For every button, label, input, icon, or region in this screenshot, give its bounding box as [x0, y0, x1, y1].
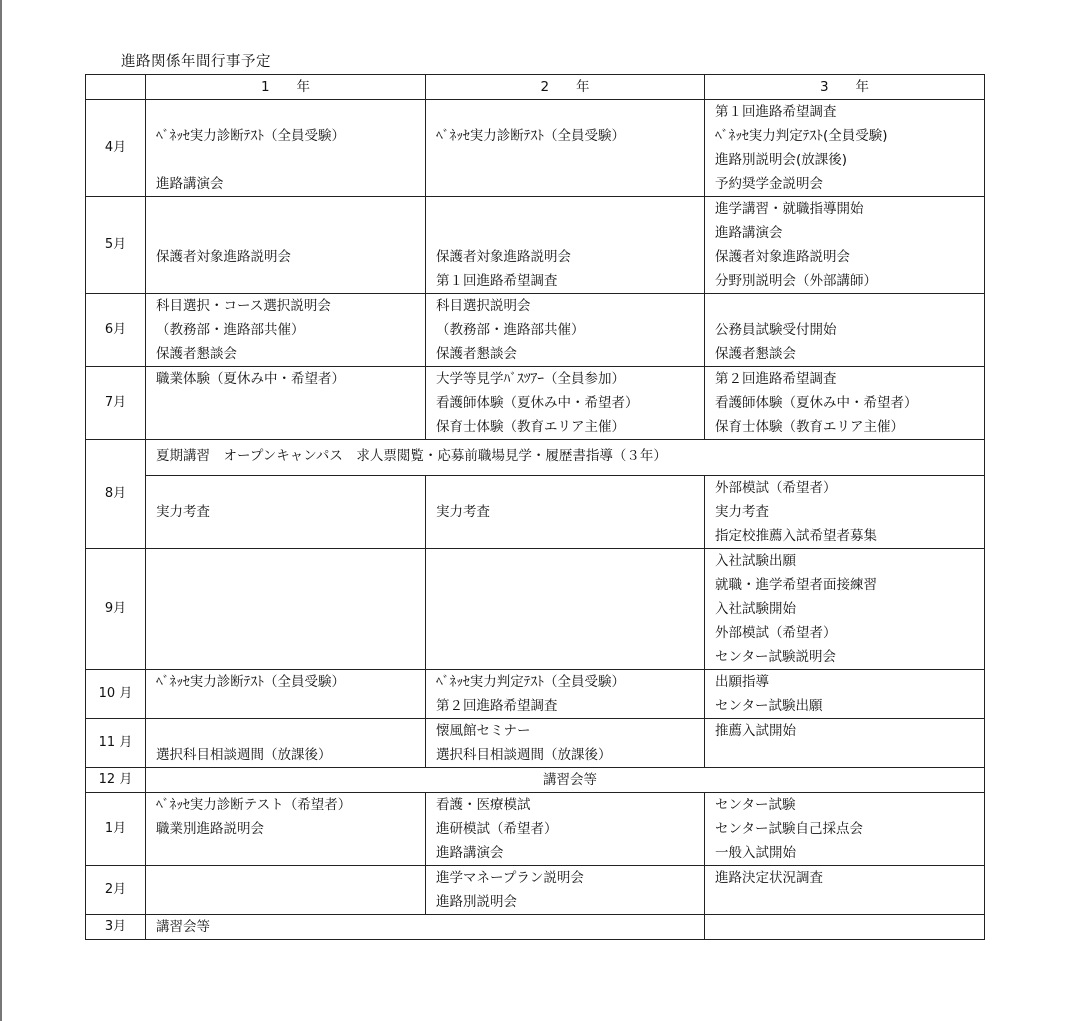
year3-cell [705, 197, 985, 294]
year3-cell [705, 719, 985, 768]
table-row [86, 100, 985, 197]
month-label: 8月 [86, 440, 146, 549]
month-label: 9月 [86, 549, 146, 670]
month-label: 2月 [86, 866, 146, 915]
month-label: 5月 [86, 197, 146, 294]
event-line: 進路別説明会 [436, 894, 517, 910]
event-line: 実力考査 [436, 504, 490, 520]
page-left-border [0, 0, 2, 1021]
event-line: 科目選択・コース選択説明会 [156, 298, 331, 314]
event-line: センター試験説明会 [715, 649, 836, 665]
event-line: 進路講演会 [156, 176, 224, 192]
event-line [436, 524, 704, 548]
table-row [86, 476, 985, 549]
table-row [86, 915, 985, 940]
summer-span-cell: 夏期講習 オープンキャンパス 求人票閲覧・応募前職場見学・履歴書指導（３年） [146, 440, 985, 476]
year2-cell [426, 719, 705, 768]
year3-cell [705, 294, 985, 367]
event-line [715, 890, 984, 914]
event-line [715, 743, 984, 767]
table-row [86, 440, 985, 476]
event-line: 保護者懇談会 [436, 346, 517, 362]
event-line: 指定校推薦入試希望者募集 [715, 528, 877, 544]
event-line: 進路講演会 [715, 225, 783, 241]
event-line [436, 221, 704, 245]
event-line: センター試験 [715, 797, 796, 813]
table-row [86, 719, 985, 768]
schedule-table [85, 74, 985, 940]
year3-cell [705, 100, 985, 197]
event-line [156, 391, 425, 415]
event-line: 選択科目相談週間（放課後） [436, 747, 612, 763]
header-year1: 1 年 [146, 75, 426, 100]
event-line [156, 148, 425, 172]
event-line [156, 719, 425, 743]
event-line: 看護・医療模試 [436, 797, 531, 813]
year3-cell [705, 915, 985, 940]
event-line [156, 476, 425, 500]
event-line: （教務部・進路部共催） [156, 322, 305, 338]
event-line: 分野別説明会（外部講師） [715, 273, 877, 289]
event-line [436, 100, 704, 124]
table-row [86, 793, 985, 866]
event-line: 保育士体験（教育エリア主催） [436, 419, 625, 435]
event-line: 進路決定状況調査 [715, 870, 823, 886]
table-row [86, 549, 985, 670]
event-line: 懐風館セミナー [436, 723, 531, 739]
event-line: ﾍﾞﾈｯｾ実力判定ﾃｽﾄ(全員受験) [715, 128, 888, 144]
month-label: 6月 [86, 294, 146, 367]
event-line: 出願指導 [715, 674, 769, 690]
event-line: 外部模試（希望者） [715, 625, 837, 641]
year1-cell [146, 367, 426, 440]
event-line: ﾍﾞﾈｯｾ実力判定ﾃｽﾄ（全員受験） [436, 674, 625, 690]
event-line: 職業別進路説明会 [156, 821, 264, 837]
header-year3: 3 年 [705, 75, 985, 100]
year2-cell [426, 294, 705, 367]
event-line: 保護者懇談会 [715, 346, 796, 362]
event-line: （教務部・進路部共催） [436, 322, 585, 338]
month-label: 1月 [86, 793, 146, 866]
event-line [156, 197, 425, 221]
event-line: 第２回進路希望調査 [715, 371, 837, 387]
month-label: 10 月 [86, 670, 146, 719]
year2-cell [426, 866, 705, 915]
event-line: 進学マネープラン説明会 [436, 870, 584, 886]
event-line [436, 197, 704, 221]
header-month [86, 75, 146, 100]
event-line: 第１回進路希望調査 [436, 273, 558, 289]
event-line [436, 148, 704, 172]
event-line: 推薦入試開始 [715, 723, 796, 739]
event-line: 進研模試（希望者） [436, 821, 558, 837]
event-line: センター試験自己採点会 [715, 821, 863, 837]
month-label: 4月 [86, 100, 146, 197]
year3-cell [705, 476, 985, 549]
table-row [86, 294, 985, 367]
event-line: ﾍﾞﾈｯｾ実力診断ﾃｽﾄ（全員受験） [156, 128, 345, 144]
event-line: 看護師体験（夏休み中・希望者） [715, 395, 918, 411]
table-row [86, 367, 985, 440]
event-line: 保護者対象進路説明会 [436, 249, 571, 265]
event-line [156, 415, 425, 439]
event-line [156, 890, 425, 914]
year1-cell [146, 719, 426, 768]
year2-cell [426, 476, 705, 549]
event-line: 就職・進学希望者面接練習 [715, 577, 877, 593]
year3-cell [705, 866, 985, 915]
year2-cell [426, 793, 705, 866]
month-label: 12 月 [86, 768, 146, 793]
event-line: 第２回進路希望調査 [436, 698, 558, 714]
year1-cell [146, 866, 426, 915]
event-line: 保護者懇談会 [156, 346, 237, 362]
year3-cell [705, 793, 985, 866]
event-line: 進路別説明会(放課後) [715, 152, 848, 168]
event-line: 進学講習・就職指導開始 [715, 201, 864, 217]
month-label: 3月 [86, 915, 146, 940]
event-line [715, 294, 984, 318]
month-label: 7月 [86, 367, 146, 440]
table-row [86, 768, 985, 793]
event-line [156, 221, 425, 245]
year1-cell [146, 793, 426, 866]
table-row [86, 197, 985, 294]
event-line [156, 841, 425, 865]
event-line [436, 172, 704, 196]
event-line: ﾍﾞﾈｯｾ実力診断ﾃｽﾄ（全員受験） [156, 674, 345, 690]
lecture-span-cell: 講習会等 [146, 768, 985, 793]
year1-cell [146, 476, 426, 549]
year1-cell [146, 100, 426, 197]
event-line: 看護師体験（夏休み中・希望者） [436, 395, 639, 411]
header-year2: 2 年 [426, 75, 705, 100]
event-line: 一般入試開始 [715, 845, 796, 861]
lecture-span-cell: 講習会等 [146, 915, 705, 940]
event-line [156, 524, 425, 548]
event-line: 職業体験（夏休み中・希望者） [156, 371, 345, 387]
event-line: 外部模試（希望者） [715, 480, 837, 496]
event-line: 実力考査 [156, 504, 210, 520]
year3-cell [705, 549, 985, 670]
event-line [156, 100, 425, 124]
event-line: 科目選択説明会 [436, 298, 531, 314]
event-line: 大学等見学ﾊﾞｽﾂｱｰ（全員参加） [436, 371, 625, 387]
year2-cell [426, 100, 705, 197]
event-line: 保護者対象進路説明会 [156, 249, 291, 265]
event-line: 入社試験出願 [715, 553, 796, 569]
event-line [156, 269, 425, 293]
year1-cell [146, 670, 426, 719]
document-title: 進路関係年間行事予定 [121, 54, 271, 70]
year2-cell [426, 197, 705, 294]
year1-cell [146, 294, 426, 367]
event-line: ﾍﾞﾈｯｾ実力診断テスト（希望者） [156, 797, 352, 813]
event-line: センター試験出願 [715, 698, 823, 714]
event-line: 保育士体験（教育エリア主催） [715, 419, 904, 435]
event-line [156, 866, 425, 890]
header-row [86, 75, 985, 100]
event-line: 公務員試験受付開始 [715, 322, 837, 338]
year2-cell [426, 367, 705, 440]
event-line: 予約奨学金説明会 [715, 176, 823, 192]
year2-cell [426, 549, 705, 670]
year3-cell [705, 367, 985, 440]
event-line: 第１回進路希望調査 [715, 104, 837, 120]
event-line: 入社試験開始 [715, 601, 796, 617]
year2-cell [426, 670, 705, 719]
table-row [86, 670, 985, 719]
event-line: 選択科目相談週間（放課後） [156, 747, 332, 763]
year3-cell [705, 670, 985, 719]
event-line: 実力考査 [715, 504, 769, 520]
table-row [86, 866, 985, 915]
event-line: 進路講演会 [436, 845, 504, 861]
event-line [436, 476, 704, 500]
event-line: 保護者対象進路説明会 [715, 249, 850, 265]
month-label: 11 月 [86, 719, 146, 768]
year1-cell [146, 197, 426, 294]
event-line [156, 694, 425, 718]
year1-cell [146, 549, 426, 670]
event-line: ﾍﾞﾈｯｾ実力診断ﾃｽﾄ（全員受験） [436, 128, 625, 144]
